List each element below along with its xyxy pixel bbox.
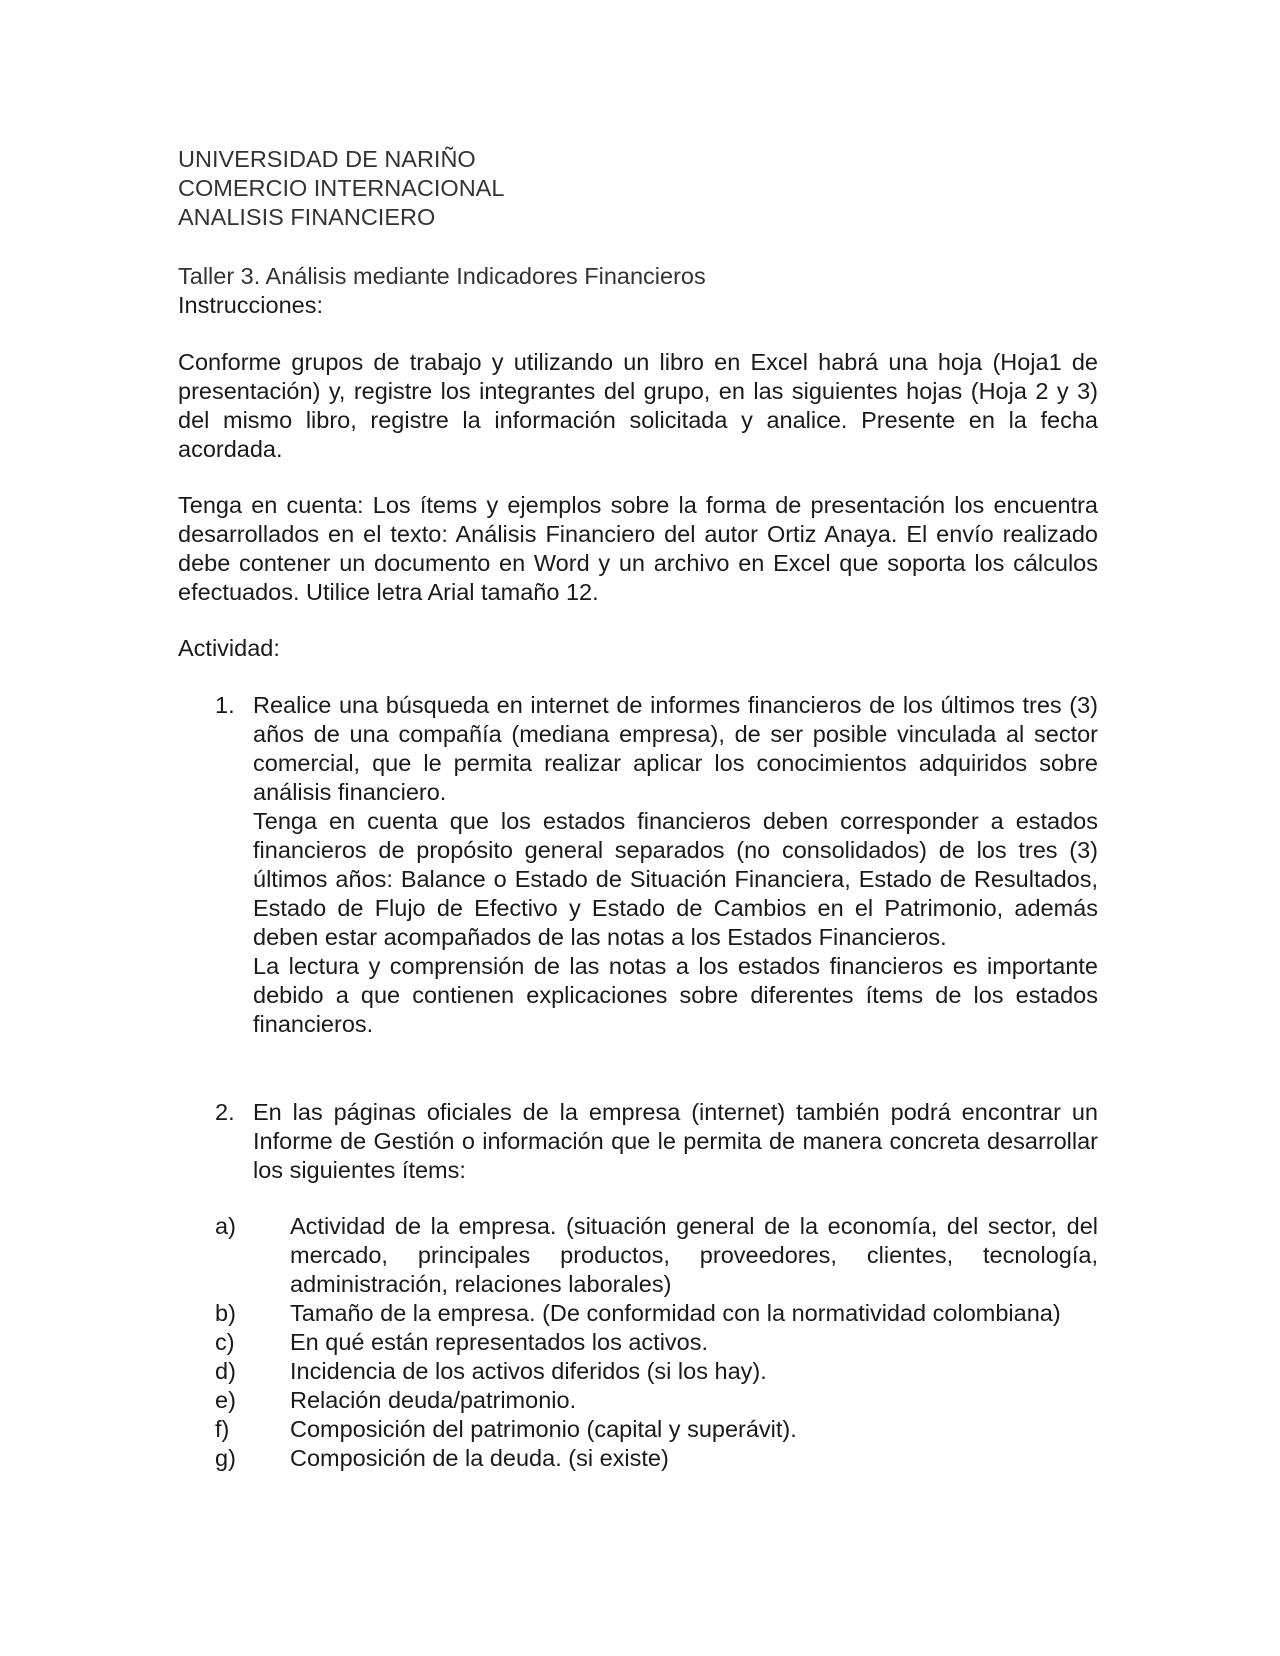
sub-item-marker: f) [215, 1416, 230, 1442]
note-paragraph [178, 491, 1098, 607]
sub-item [178, 1357, 1098, 1386]
sub-item-text: Composición del patrimonio (capital y superávit). [290, 1416, 797, 1442]
course-name: ANALISIS FINANCIERO [178, 204, 436, 230]
list-item-text: La lectura y comprensión de las notas a los estados financieros es importante debido a que contienen explicaciones sobre diferentes ítems de los estados financieros. [253, 953, 1098, 1037]
sub-item-list [178, 1212, 1098, 1473]
sub-item [178, 1386, 1098, 1415]
list-item [178, 691, 1098, 1039]
paragraph-text: Tenga en cuenta: Los ítems y ejemplos sobre la forma de presentación los encuentra desarrollados en el texto: Análisis Financiero del autor Ortiz Anaya. El envío realizado debe contener un documento en Word y un archivo en Excel que soporta los cálculos efectuados. Utilice letra Arial tamaño 12. [178, 492, 1098, 605]
sub-item [178, 1444, 1098, 1473]
sub-item-text: Composición de la deuda. (si existe) [290, 1445, 669, 1471]
sub-item-marker: d) [215, 1358, 236, 1384]
list-item-text: Tenga en cuenta que los estados financieros deben corresponder a estados financieros de propósito general separados (no consolidados) de los tres (3) últimos años: Balance o Estado de Situación Financiera, Estado de Resultados, Estado de Flujo de Efectivo y Estado de Cambios en el Patrimonio, además deben estar acompañados de las notas a los Estados Financieros. [253, 808, 1098, 950]
sub-item-text: Relación deuda/patrimonio. [290, 1387, 577, 1413]
taller-heading [178, 262, 1098, 320]
sub-item-marker: g) [215, 1445, 236, 1471]
sub-item-text: Tamaño de la empresa. (De conformidad con la normatividad colombiana) [290, 1300, 1061, 1326]
taller-title: Taller 3. Análisis mediante Indicadores Financieros [178, 263, 706, 289]
program-name: COMERCIO INTERNACIONAL [178, 175, 505, 201]
list-item-text: En las páginas oficiales de la empresa (internet) también podrá encontrar un Informe de Gestión o información que le permita de manera concreta desarrollar los siguientes ítems: [253, 1099, 1098, 1183]
sub-item [178, 1299, 1098, 1328]
sub-item-text: Incidencia de los activos diferidos (si los hay). [290, 1358, 767, 1384]
sub-item-text: Actividad de la empresa. (situación general de la economía, del sector, del mercado, principales productos, proveedores, clientes, tecnología, administración, relaciones laborales) [290, 1213, 1098, 1297]
list-marker: 2. [215, 1099, 235, 1125]
sub-item [178, 1212, 1098, 1299]
activity-label: Actividad: [178, 635, 280, 661]
paragraph-text: Conforme grupos de trabajo y utilizando un libro en Excel habrá una hoja (Hoja1 de presentación) y, registre los integrantes del grupo, en las siguientes hojas (Hoja 2 y 3) del mismo libro, registre la información solicitada y analice. Presente en la fecha acordada. [178, 349, 1098, 462]
instructions-label: Instrucciones: [178, 292, 323, 318]
list-marker: 1. [215, 692, 235, 718]
university-name: UNIVERSIDAD DE NARIÑO [178, 146, 476, 172]
sub-item-text: En qué están representados los activos. [290, 1329, 709, 1355]
sub-item-marker: b) [215, 1300, 236, 1326]
sub-item [178, 1415, 1098, 1444]
document-header [178, 145, 1098, 232]
instructions-paragraph [178, 348, 1098, 464]
sub-item-marker: e) [215, 1387, 236, 1413]
sub-item-marker: a) [215, 1213, 236, 1239]
sub-item [178, 1328, 1098, 1357]
activity-heading [178, 634, 1098, 663]
sub-item-marker: c) [215, 1329, 235, 1355]
list-item [178, 1098, 1098, 1185]
list-item-text: Realice una búsqueda en internet de informes financieros de los últimos tres (3) años de una compañía (mediana empresa), de ser posible vinculada al sector comercial, que le permita realizar aplicar los conocimientos adquiridos sobre análisis financiero. [253, 692, 1098, 805]
